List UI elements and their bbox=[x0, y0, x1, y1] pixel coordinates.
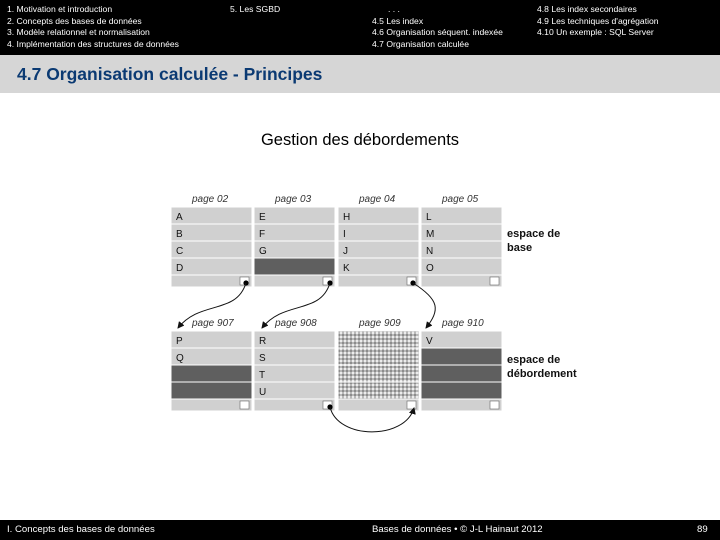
record-key: G bbox=[259, 246, 267, 257]
record-slot bbox=[338, 331, 419, 348]
base-space bbox=[171, 194, 502, 287]
record-slot bbox=[254, 258, 335, 275]
record-slot bbox=[254, 365, 335, 382]
record-slot bbox=[338, 382, 419, 399]
overflow-page bbox=[254, 318, 335, 411]
record-slot bbox=[421, 348, 502, 365]
overflow-page bbox=[171, 318, 252, 411]
record-slot bbox=[421, 331, 502, 348]
record-slot bbox=[338, 241, 419, 258]
toc-item[interactable]: 2. Concepts des bases de données bbox=[7, 15, 142, 26]
page-label: page 910 bbox=[442, 318, 484, 329]
record-key: N bbox=[426, 246, 434, 257]
pointer-arrow bbox=[413, 283, 435, 328]
record-key: I bbox=[343, 229, 346, 240]
record-slot bbox=[421, 365, 502, 382]
record-key: M bbox=[426, 229, 435, 240]
pointer-slot bbox=[240, 401, 249, 409]
record-key: E bbox=[259, 212, 266, 223]
toc-item[interactable]: 4. Implémentation des structures de données bbox=[7, 38, 179, 49]
record-key: Q bbox=[176, 353, 184, 364]
toc-item[interactable]: 1. Motivation et introduction bbox=[7, 4, 113, 14]
overflow-space bbox=[171, 318, 502, 411]
page-label: page 908 bbox=[275, 318, 317, 329]
record-key: F bbox=[259, 229, 266, 240]
toc-item[interactable]: 5. Les SGBD bbox=[230, 4, 281, 14]
record-key: J bbox=[343, 246, 348, 257]
record-slot bbox=[171, 331, 252, 348]
record-key: H bbox=[343, 212, 351, 223]
record-key: O bbox=[426, 263, 434, 274]
page-label: page 04 bbox=[359, 194, 396, 205]
diagram-subtitle: Gestion des débordements bbox=[260, 131, 460, 149]
record-slot bbox=[338, 258, 419, 275]
record-key: A bbox=[176, 212, 183, 223]
record-slot bbox=[254, 224, 335, 241]
toc-item[interactable]: 4.10 Un exemple : SQL Server bbox=[537, 27, 654, 38]
toc-item[interactable]: 4.9 Les techniques d'agrégation bbox=[537, 15, 659, 26]
record-slot bbox=[421, 382, 502, 399]
footer-credit: Bases de données • © J-L Hainaut 2012 bbox=[372, 524, 543, 535]
toc-item[interactable]: 4.8 Les index secondaires bbox=[537, 4, 637, 14]
page-label: page 907 bbox=[192, 318, 234, 329]
record-key: S bbox=[259, 353, 266, 364]
base-page bbox=[338, 194, 419, 287]
toc-item[interactable]: 3. Modèle relationnel et normalisation bbox=[7, 27, 150, 38]
record-key: R bbox=[259, 336, 267, 347]
page-number: 89 bbox=[697, 524, 708, 535]
record-key: V bbox=[426, 336, 433, 347]
record-slot bbox=[254, 348, 335, 365]
record-slot bbox=[338, 348, 419, 365]
record-slot bbox=[338, 365, 419, 382]
pointer-slot bbox=[407, 401, 416, 409]
zone-label-base: base bbox=[507, 242, 533, 254]
record-slot bbox=[171, 224, 252, 241]
toc-item[interactable]: 4.6 Organisation séquent. indexée bbox=[372, 27, 503, 38]
record-key: P bbox=[176, 336, 183, 347]
toc-item: . . . bbox=[388, 4, 400, 14]
toc-item[interactable]: 4.7 Organisation calculée bbox=[372, 38, 469, 49]
pointer-slot bbox=[490, 401, 499, 409]
toc-item[interactable]: 4.5 Les index bbox=[372, 15, 424, 26]
zone-label-base: espace de bbox=[507, 228, 561, 240]
slide-title: 4.7 Organisation calculée - Principes bbox=[17, 64, 323, 84]
record-key: C bbox=[176, 246, 184, 257]
record-key: T bbox=[259, 370, 266, 381]
page-label: page 05 bbox=[442, 194, 479, 205]
page-label: page 03 bbox=[275, 194, 312, 205]
zone-label-overflow: débordement bbox=[507, 368, 577, 380]
overflow-page bbox=[338, 318, 419, 411]
record-slot bbox=[171, 382, 252, 399]
record-slot bbox=[254, 207, 335, 224]
record-key: U bbox=[259, 387, 267, 398]
base-page bbox=[254, 194, 335, 287]
record-slot bbox=[421, 207, 502, 224]
link-page04-to-910 bbox=[410, 280, 435, 328]
base-page bbox=[171, 194, 252, 287]
footer-section: I. Concepts des bases de données bbox=[7, 524, 155, 535]
pointer-slot bbox=[490, 277, 499, 285]
record-slot bbox=[171, 207, 252, 224]
record-key: B bbox=[176, 229, 183, 240]
record-key: K bbox=[343, 263, 350, 274]
page-label: page 02 bbox=[192, 194, 229, 205]
record-key: D bbox=[176, 263, 184, 274]
record-key: L bbox=[426, 212, 432, 223]
record-slot bbox=[171, 365, 252, 382]
base-page bbox=[421, 194, 502, 287]
overflow-page bbox=[421, 318, 502, 411]
zone-label-overflow: espace de bbox=[507, 354, 561, 366]
page-label: page 909 bbox=[359, 318, 401, 329]
record-slot bbox=[338, 224, 419, 241]
footer-bar bbox=[0, 520, 720, 540]
